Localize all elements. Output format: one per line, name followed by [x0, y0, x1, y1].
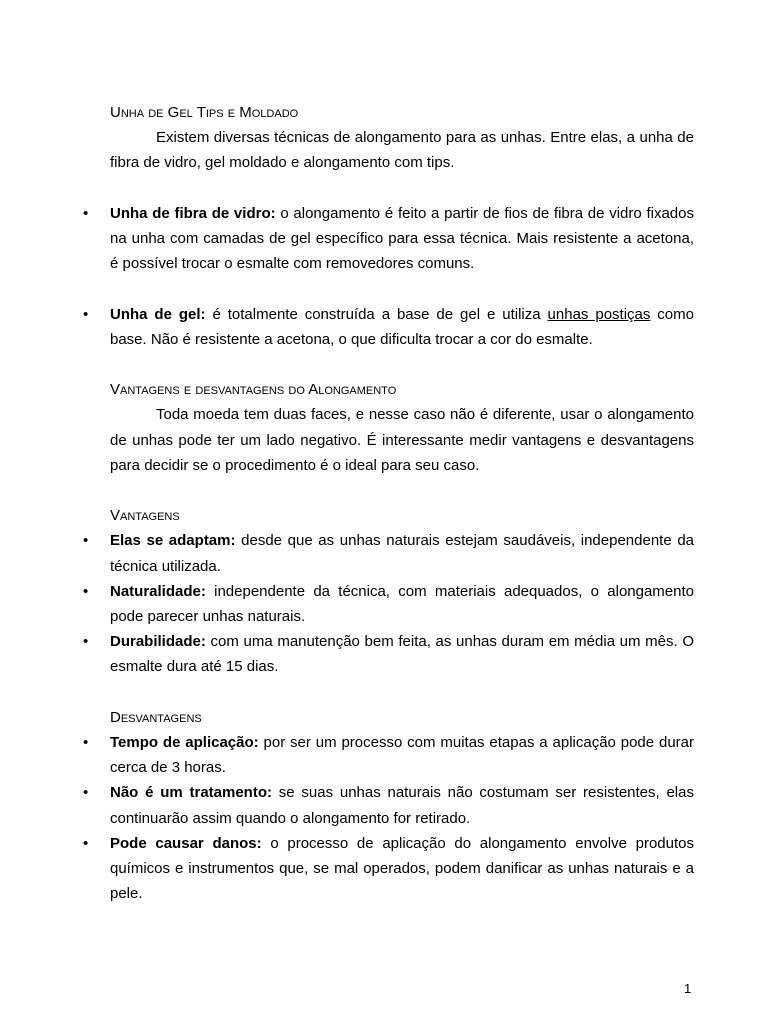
list-item: • Não é um tratamento: se suas unhas naturais não costumam ser resistentes, elas continuarão assim quando o alongamento for retirado. — [110, 780, 694, 830]
list-item-fibra-de-vidro: • Unha de fibra de vidro: o alongamento é feito a partir de fios de fibra de vidro fixados na unha com camadas de gel específico para essa técnica. Mais resistente a acetona, é possível trocar o esmalte com removedores comuns. — [110, 201, 694, 277]
section-heading-desvantagens: Desvantagens — [110, 708, 202, 726]
techniques-list — [110, 201, 694, 277]
desvantagens-list — [110, 730, 694, 906]
term-unha-de-gel: Unha de gel: — [110, 305, 206, 323]
document-page — [110, 100, 694, 906]
intro-paragraph: Existem diversas técnicas de alongamento para as unhas. Entre elas, a unha de fibra de vidro, gel moldado e alongamento com tips. — [110, 129, 694, 172]
list-item: • Durabilidade: com uma manutenção bem feita, as unhas duram em média um mês. O esmalte dura até 15 dias. — [110, 629, 694, 679]
list-item: • Naturalidade: independente da técnica, com materiais adequados, o alongamento pode parecer unhas naturais. — [110, 579, 694, 629]
list-item: • Pode causar danos: o processo de aplicação do alongamento envolve produtos químicos e instrumentos que, se mal operados, podem danificar as unhas naturais e a pele. — [110, 831, 694, 907]
vantagens-list — [110, 528, 694, 679]
link-unhas-posticas[interactable]: unhas postiças — [547, 305, 651, 323]
section-heading-vantagens-desvantagens: Vantagens e desvantagens do Alongamento — [110, 381, 397, 399]
term-fibra-de-vidro: Unha de fibra de vidro: — [110, 204, 276, 222]
section-heading-gel-tips: Unha de Gel Tips e Moldado — [110, 104, 299, 121]
section-heading-vantagens: Vantagens — [110, 507, 180, 525]
comparison-paragraph: Toda moeda tem duas faces, e nesse caso não é diferente, usar o alongamento de unhas pode ter um lado negativo. É interessante medir vantagens e desvantagens para decidir se o procedimento é o ideal para seu caso. — [110, 406, 694, 474]
page-number: 1 — [684, 981, 692, 996]
list-item-unha-de-gel: • Unha de gel: é totalmente construída a base de gel e utiliza unhas postiças como base. Não é resistente a acetona, o que dificulta trocar a cor do esmalte. — [110, 302, 694, 352]
techniques-list-2 — [110, 302, 694, 352]
list-item: • Tempo de aplicação: por ser um processo com muitas etapas a aplicação pode durar cerca de 3 horas. — [110, 730, 694, 780]
list-item: • Elas se adaptam: desde que as unhas naturais estejam saudáveis, independente da técnica utilizada. — [110, 528, 694, 578]
